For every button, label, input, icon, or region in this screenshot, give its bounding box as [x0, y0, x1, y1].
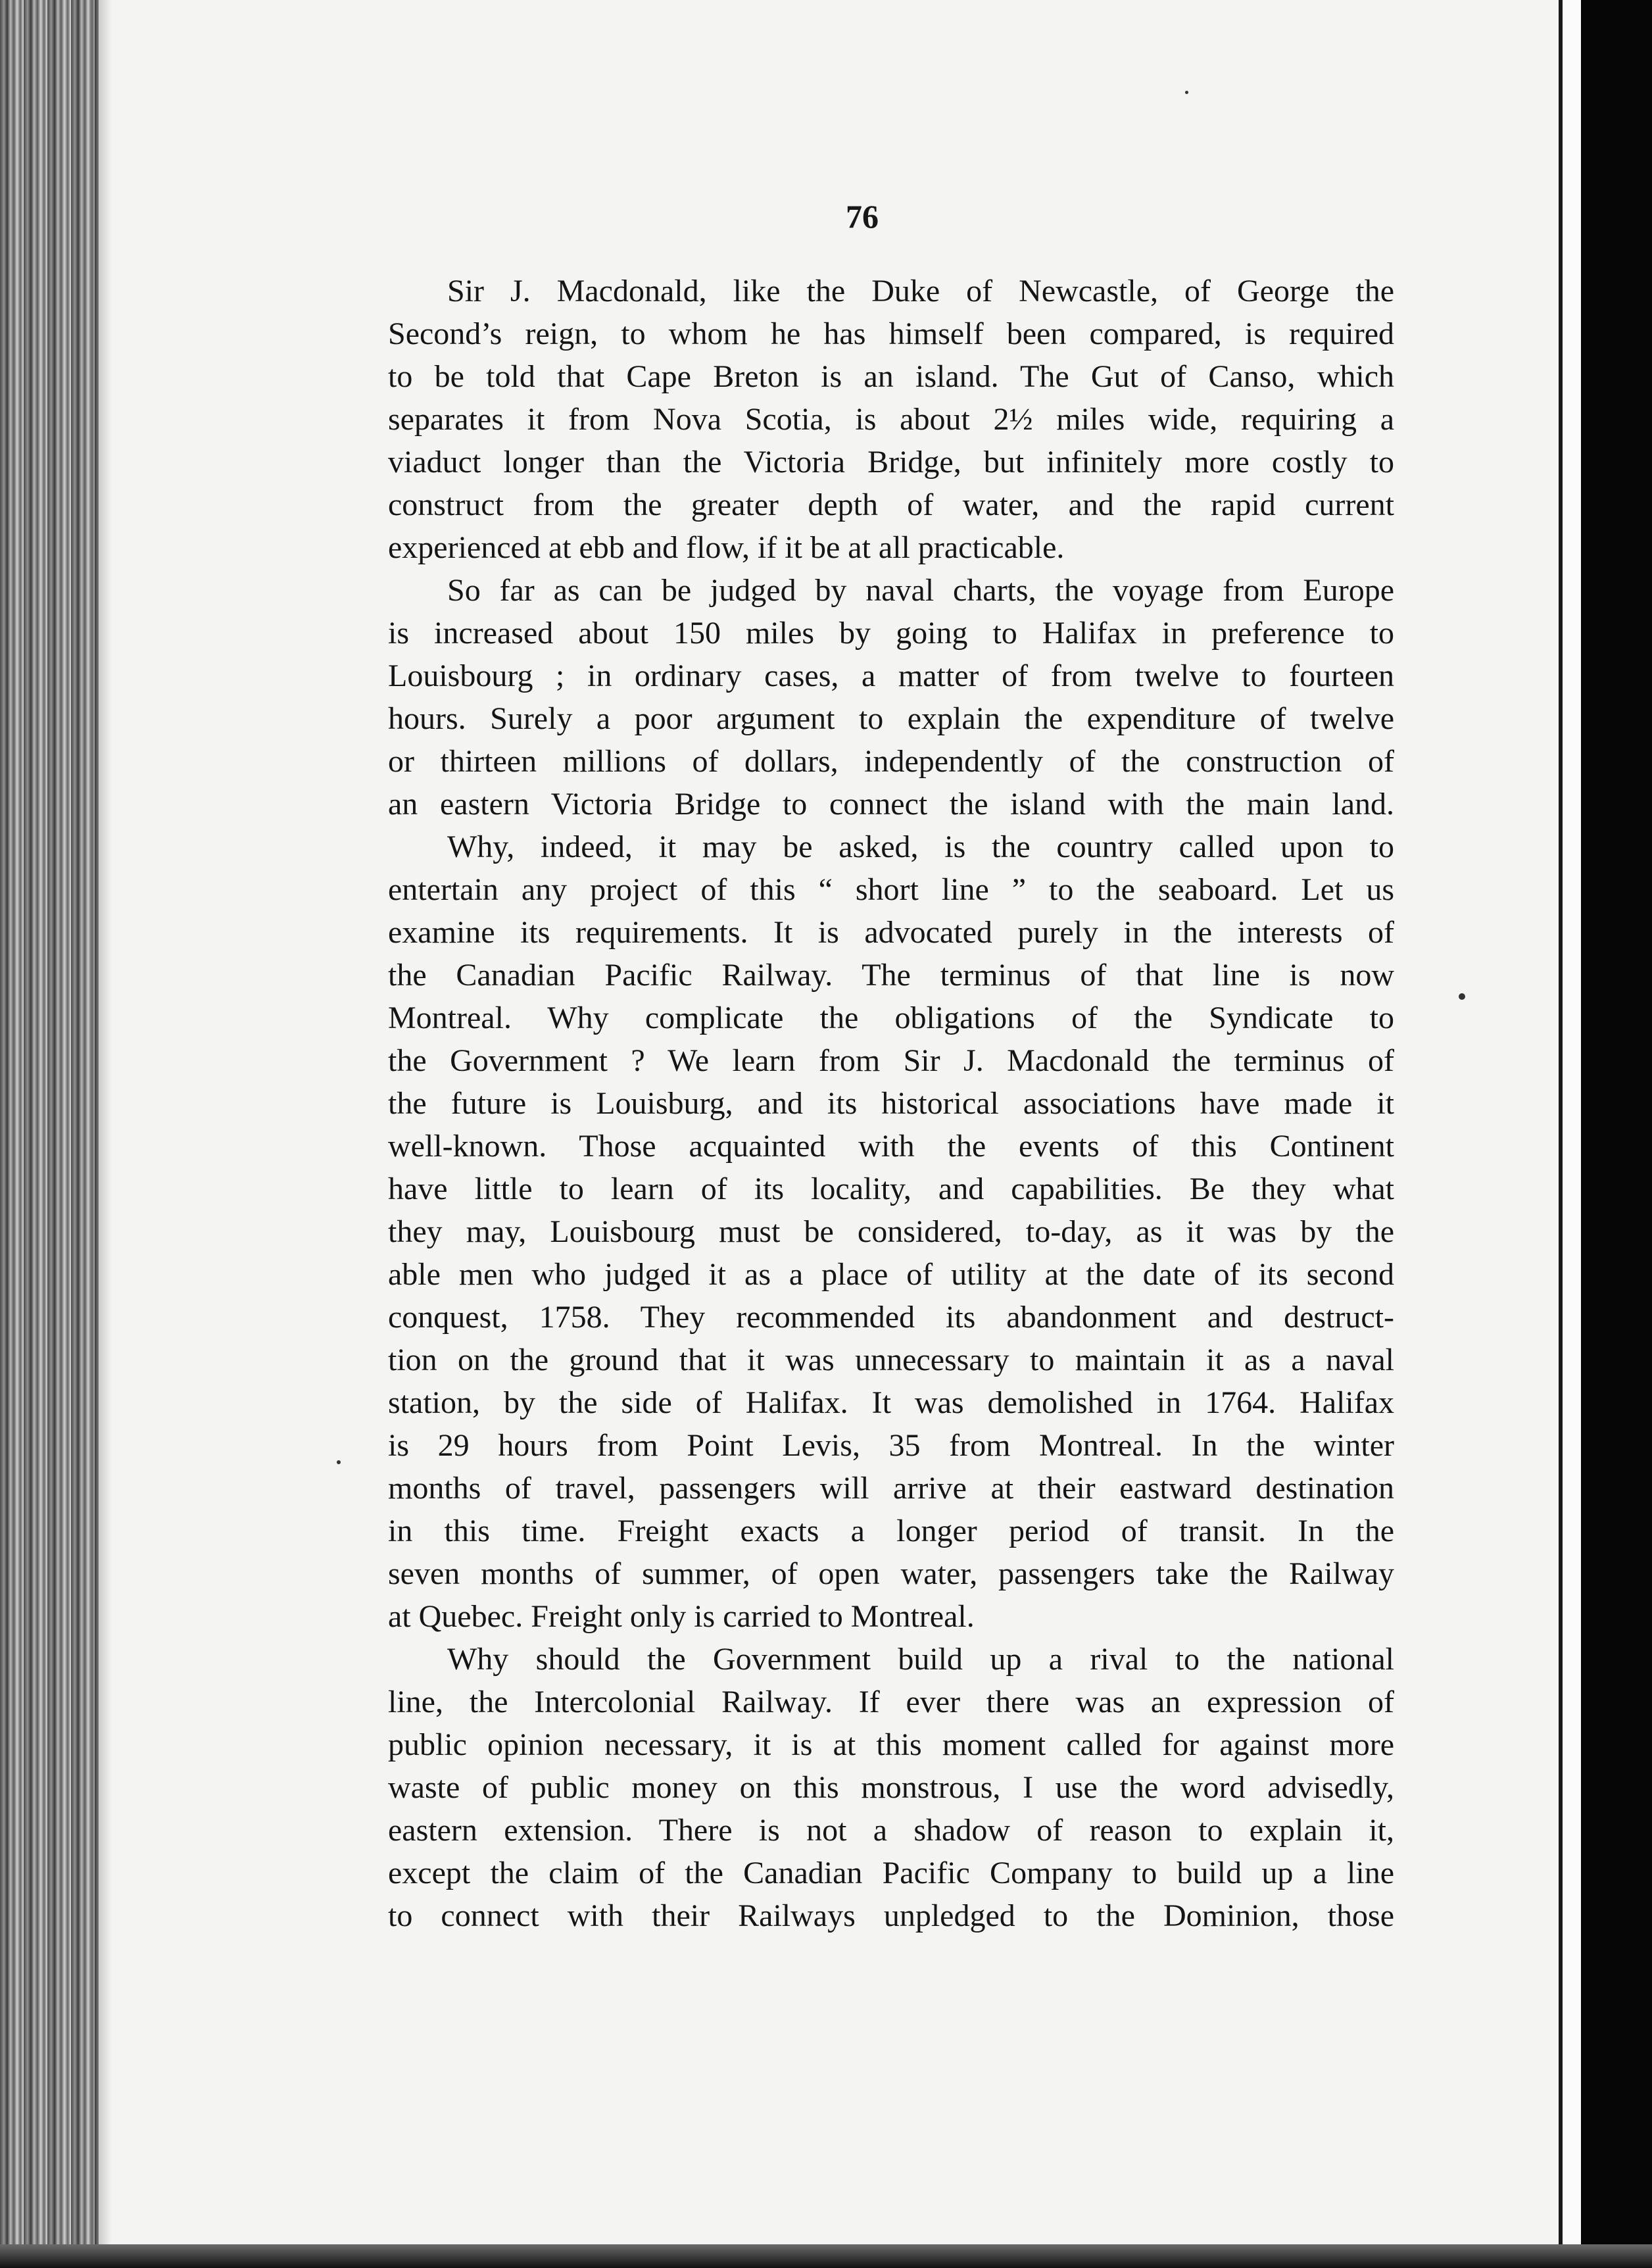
text-line: able men who judged it as a place of utility at the date of its second	[388, 1257, 1394, 1292]
page-number: 76	[846, 198, 879, 235]
facing-page-edge	[1581, 0, 1652, 2268]
text-line: have little to learn of its locality, and capabilities. Be they what	[388, 1171, 1394, 1206]
text-line: they may, Louisbourg must be considered, to-day, as it was by the	[388, 1214, 1394, 1249]
text-line: conquest, 1758. They recommended its abandonment and destruct-	[388, 1300, 1394, 1335]
text-line: an eastern Victoria Bridge to connect the island with the main land.	[388, 787, 1394, 822]
text-line: line, the Intercolonial Railway. If ever there was an expression of	[388, 1685, 1394, 1719]
text-line: or thirteen millions of dollars, independently of the construction of	[388, 744, 1394, 779]
text-line: is increased about 150 miles by going to Halifax in preference to	[388, 616, 1394, 651]
scan-speck	[1185, 91, 1188, 94]
scan-speck	[337, 1460, 341, 1464]
text-line: to be told that Cape Breton is an island. The Gut of Canso, which	[388, 359, 1394, 394]
text-line: the future is Louisburg, and its historical associations have made it	[388, 1086, 1394, 1121]
text-line: Montreal. Why complicate the obligations of the Syndicate to	[388, 1000, 1394, 1035]
paragraph-4	[388, 1638, 1394, 1937]
text-line: examine its requirements. It is advocated purely in the interests of	[388, 915, 1394, 950]
text-line: station, by the side of Halifax. It was demolished in 1764. Halifax	[388, 1385, 1394, 1420]
text-line: tion on the ground that it was unnecessary to maintain it as a naval	[388, 1343, 1394, 1377]
text-line: well-known. Those acquainted with the events of this Continent	[388, 1129, 1394, 1164]
scan-bottom-edge	[0, 2244, 1652, 2268]
page-gap	[1563, 0, 1581, 2268]
text-line: entertain any project of this “ short line ” to the seaboard. Let us	[388, 872, 1394, 907]
text-line: Sir J. Macdonald, like the Duke of Newcastle, of George the	[447, 274, 1394, 308]
text-line: hours. Surely a poor argument to explain the expenditure of twelve	[388, 701, 1394, 736]
text-line: except the claim of the Canadian Pacific Company to build up a line	[388, 1856, 1394, 1890]
text-line: the Canadian Pacific Railway. The terminus of that line is now	[388, 958, 1394, 993]
book-binding-edge	[0, 0, 99, 2268]
text-line: construct from the greater depth of water, and the rapid current	[388, 487, 1394, 522]
text-line: So far as can be judged by naval charts, the voyage from Europe	[447, 573, 1394, 608]
text-line: in this time. Freight exacts a longer period of transit. In the	[388, 1514, 1394, 1548]
text-line: at Quebec. Freight only is carried to Montreal.	[388, 1599, 975, 1634]
body-text	[388, 270, 1394, 1937]
paragraph-3	[388, 826, 1394, 1638]
text-line: to connect with their Railways unpledged to the Dominion, those	[388, 1898, 1394, 1933]
text-line: separates it from Nova Scotia, is about 2½ miles wide, requiring a	[388, 402, 1394, 437]
paragraph-2	[388, 569, 1394, 826]
binding-shadow	[92, 0, 112, 2268]
text-line: is 29 hours from Point Levis, 35 from Montreal. In the winter	[388, 1428, 1394, 1463]
text-line: Why should the Government build up a rival to the national	[447, 1642, 1394, 1677]
text-line: seven months of summer, of open water, passengers take the Railway	[388, 1556, 1394, 1591]
text-line: the Government ? We learn from Sir J. Macdonald the terminus of	[388, 1043, 1394, 1078]
paragraph-1	[388, 270, 1394, 569]
text-line: viaduct longer than the Victoria Bridge, but infinitely more costly to	[388, 445, 1394, 480]
scan-speck	[1459, 993, 1465, 1000]
text-line: Why, indeed, it may be asked, is the country called upon to	[447, 829, 1394, 864]
text-line: waste of public money on this monstrous, I use the word advisedly,	[388, 1770, 1394, 1805]
text-line: experienced at ebb and flow, if it be at all practicable.	[388, 530, 1065, 565]
text-line: months of travel, passengers will arrive at their eastward destination	[388, 1471, 1394, 1506]
text-line: eastern extension. There is not a shadow of reason to explain it,	[388, 1813, 1394, 1848]
text-line: Louisbourg ; in ordinary cases, a matter of from twelve to fourteen	[388, 658, 1394, 693]
text-line: public opinion necessary, it is at this moment called for against more	[388, 1727, 1394, 1762]
text-line: Second’s reign, to whom he has himself been compared, is required	[388, 316, 1394, 351]
